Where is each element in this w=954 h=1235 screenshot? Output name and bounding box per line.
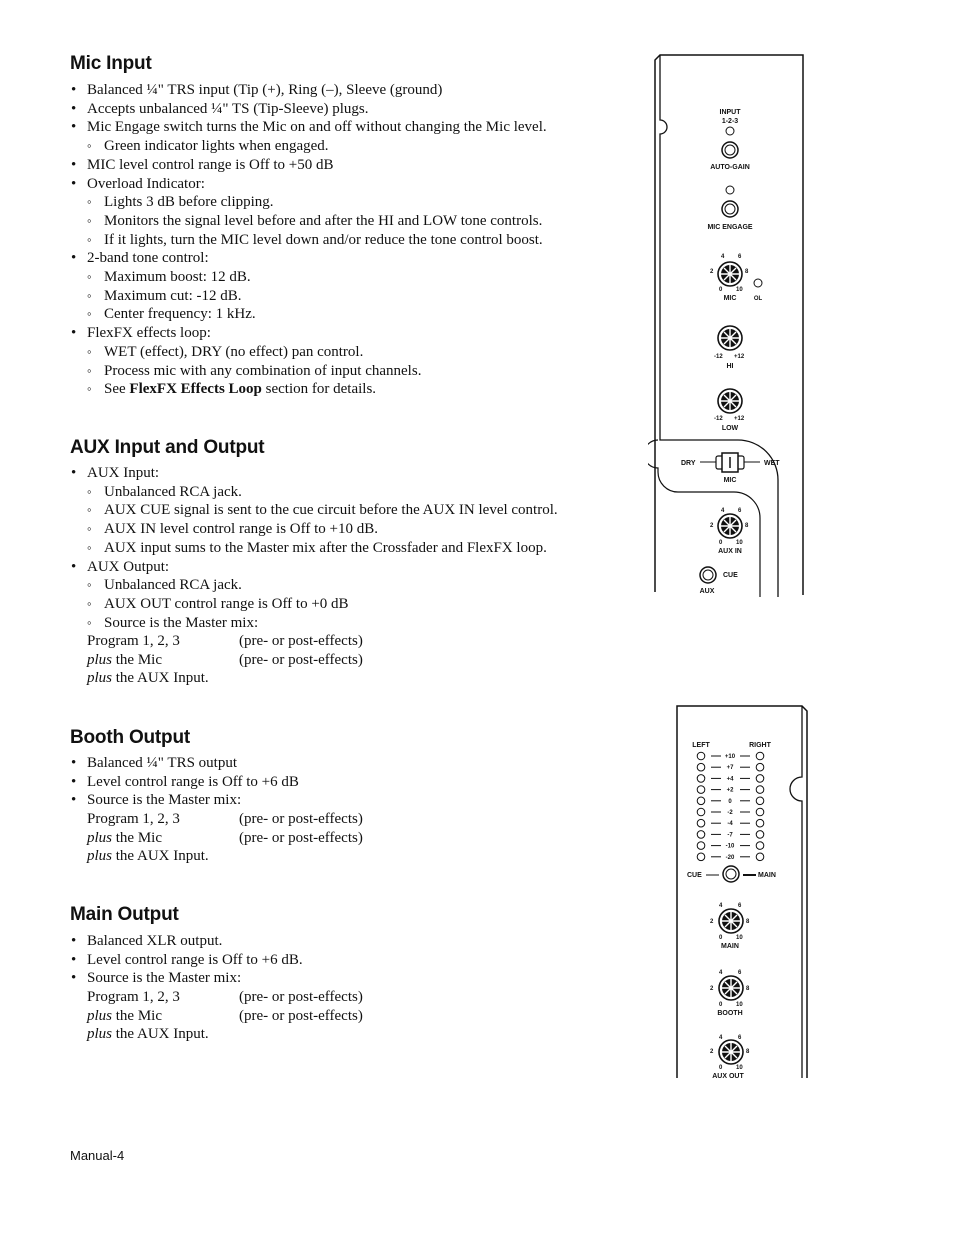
- main-heading: Main Output: [70, 904, 179, 925]
- hi-knob-label: HI: [726, 363, 734, 370]
- low-knob-label: LOW: [721, 425, 739, 432]
- button-center-icon: [725, 145, 735, 155]
- main-mix-table: Program 1, 2, 3 (pre- or post-effects) plus the Mic (pre- or post-effects) plus the AUX Input.: [87, 989, 363, 1043]
- list-item: • AUX Output: ◦ Unbalanced RCA jack. ◦ AUX OUT control range is Off to +0 dB ◦ Source is the Master mix:: [70, 558, 558, 633]
- mic-knob-label: MIC: [723, 295, 737, 302]
- knob-tick-label: 4: [719, 1035, 723, 1041]
- list-item: ◦ Source is the Master mix:: [87, 614, 558, 633]
- booth-level-knob[interactable]: [719, 976, 743, 1000]
- knob-tick-label: 4: [721, 254, 725, 260]
- page-footer: Manual-4: [70, 1148, 125, 1163]
- ol-label: OL: [753, 296, 763, 302]
- list-item: • Balanced ¼" TRS input (Tip (+), Ring (–), Sleeve (ground): [70, 81, 547, 100]
- list-item: • MIC level control range is Off to +50 dB: [70, 156, 547, 175]
- wet-label: WET: [764, 460, 780, 467]
- list-item: ◦ Monitors the signal level before and after the HI and LOW tone controls.: [87, 212, 547, 231]
- mic-level-knob[interactable]: [718, 262, 742, 286]
- knob-tick-label: 10: [736, 935, 743, 941]
- booth-list: [70, 754, 299, 810]
- right-meter-led-icon: [756, 831, 764, 839]
- list-item: ◦ AUX IN level control range is Off to +10 dB.: [87, 520, 558, 539]
- knob-tick-label: 0: [719, 935, 723, 941]
- mic-fx-label: MIC: [723, 477, 737, 484]
- list-item: • Overload Indicator: ◦ Lights 3 dB before clipping. ◦ Monitors the signal level before and after the HI and LOW tone controls. ◦ If it lights, turn the MIC level down and/or reduce the tone control boost.: [70, 175, 547, 250]
- cue-mix-label: CUE: [687, 872, 702, 879]
- booth-knob-label: BOOTH: [717, 1010, 743, 1017]
- meter-level-label: -20: [725, 854, 735, 861]
- aux-in-label: AUX IN: [718, 548, 742, 555]
- hi-eq-knob[interactable]: [718, 326, 742, 350]
- left-meter-led-icon: [697, 752, 705, 760]
- mic-input-list: [70, 81, 547, 399]
- knob-tick-label: 2: [710, 919, 714, 925]
- dry-label: DRY: [681, 460, 696, 467]
- list-item: ◦ Unbalanced RCA jack.: [87, 576, 558, 595]
- knob-tick-label: 2: [710, 269, 714, 275]
- button-center-icon: [726, 869, 736, 879]
- right-meter-led-icon: [756, 786, 764, 794]
- left-meter-led-icon: [697, 808, 705, 816]
- left-meter-label: LEFT: [692, 742, 710, 749]
- aux-heading: AUX Input and Output: [70, 437, 265, 458]
- knob-tick-label: 6: [738, 970, 742, 976]
- low-eq-knob[interactable]: [718, 389, 742, 413]
- knob-tick-label: 2: [710, 986, 714, 992]
- list-item: ◦ WET (effect), DRY (no effect) pan control.: [87, 343, 547, 362]
- knob-tick-label: 8: [746, 986, 750, 992]
- dry-wet-switch[interactable]: [716, 453, 744, 472]
- list-item: ◦ Maximum cut: -12 dB.: [87, 287, 547, 306]
- input-number-label: 1-2-3: [721, 118, 739, 125]
- knob-tick-label: 6: [738, 1035, 742, 1041]
- knob-tick-label: 6: [738, 508, 742, 514]
- aux-cue-label: CUE: [723, 572, 738, 579]
- list-item: • Level control range is Off to +6 dB.: [70, 951, 303, 970]
- output-panel-diagram: [670, 703, 815, 1083]
- booth-heading: Booth Output: [70, 727, 190, 748]
- knob-tick-label: 0: [719, 1002, 723, 1008]
- right-meter-led-icon: [756, 797, 764, 805]
- right-meter-label: RIGHT: [749, 742, 771, 749]
- list-item: • Source is the Master mix:: [70, 969, 303, 988]
- left-meter-led-icon: [697, 775, 705, 783]
- meter-level-label: -7: [727, 832, 733, 839]
- meter-level-label: +2: [726, 787, 734, 794]
- list-item: ◦ Unbalanced RCA jack.: [87, 483, 558, 502]
- flexfx-reference: FlexFX Effects Loop: [129, 381, 262, 398]
- meter-level-label: 0: [728, 798, 732, 805]
- right-meter-led-icon: [756, 763, 764, 771]
- aux-in-knob[interactable]: [718, 514, 742, 538]
- knob-tick-label: 8: [745, 269, 749, 275]
- right-meter-led-icon: [756, 853, 764, 861]
- list-item: ◦ Green indicator lights when engaged.: [87, 137, 547, 156]
- main-list: [70, 932, 303, 988]
- list-item: ◦ AUX input sums to the Master mix after the Crossfader and FlexFX loop.: [87, 539, 558, 558]
- knob-tick-label: 0: [719, 287, 723, 293]
- auto-gain-label: AUTO-GAIN: [710, 164, 750, 171]
- knob-tick-label: 0: [719, 1065, 723, 1071]
- aux-label: AUX: [699, 588, 715, 595]
- right-meter-led-icon: [756, 775, 764, 783]
- list-item: • AUX Input: ◦ Unbalanced RCA jack. ◦ AUX CUE signal is sent to the cue circuit before the AUX IN level control. ◦ AUX IN level control range is Off to +10 dB. ◦ AUX input sums to the Master mix after the Crossfader and FlexFX loop.: [70, 464, 558, 558]
- list-item: • Mic Engage switch turns the Mic on and off without changing the Mic level. ◦ Green indicator lights when engaged.: [70, 118, 547, 155]
- input-led-icon: [726, 127, 734, 135]
- list-item: ◦ AUX OUT control range is Off to +0 dB: [87, 595, 558, 614]
- meter-level-label: -4: [727, 821, 733, 828]
- left-meter-led-icon: [697, 831, 705, 839]
- left-meter-led-icon: [697, 797, 705, 805]
- left-meter-led-icon: [697, 786, 705, 794]
- right-meter-led-icon: [756, 842, 764, 850]
- main-level-knob[interactable]: [719, 909, 743, 933]
- list-item: ◦ Center frequency: 1 kHz.: [87, 305, 547, 324]
- meter-level-label: +10: [724, 754, 736, 760]
- list-item: ◦ Lights 3 dB before clipping.: [87, 193, 547, 212]
- knob-tick-label: 10: [736, 287, 743, 293]
- list-item: ◦ Process mic with any combination of input channels.: [87, 362, 547, 381]
- list-item: • FlexFX effects loop: ◦ WET (effect), DRY (no effect) pan control. ◦ Process mic with any combination of input channels. ◦ See FlexFX Effects Loop section for details.: [70, 324, 547, 399]
- knob-tick-label: 2: [710, 523, 714, 529]
- overload-led-icon: [754, 279, 762, 287]
- list-item: • Level control range is Off to +6 dB: [70, 773, 299, 792]
- knob-tick-label: 0: [719, 540, 723, 546]
- meter-level-label: -10: [725, 843, 735, 850]
- knob-tick-label: 6: [738, 903, 742, 909]
- meter-level-label: -2: [727, 810, 733, 816]
- list-item: ◦ If it lights, turn the MIC level down and/or reduce the tone control boost.: [87, 231, 547, 250]
- right-meter-led-icon: [756, 752, 764, 760]
- level-meter: [697, 752, 764, 861]
- knob-tick-label: 10: [736, 1002, 743, 1008]
- knob-tick-label: 10: [736, 1065, 743, 1071]
- knob-tick-label: +12: [734, 416, 745, 422]
- aux-list: [70, 464, 558, 632]
- list-item: ◦ Maximum boost: 12 dB.: [87, 268, 547, 287]
- aux-out-knob[interactable]: [719, 1040, 743, 1064]
- knob-tick-label: -12: [714, 416, 723, 422]
- mic-input-heading: Mic Input: [70, 53, 152, 74]
- main-mix-label: MAIN: [758, 872, 776, 879]
- knob-tick-label: +12: [734, 354, 745, 360]
- aux-mix-table: Program 1, 2, 3 (pre- or post-effects) plus the Mic (pre- or post-effects) plus the AUX Input.: [87, 633, 363, 687]
- knob-tick-label: -12: [714, 354, 723, 360]
- knob-tick-label: 4: [721, 508, 725, 514]
- right-meter-led-icon: [756, 819, 764, 827]
- list-item: ◦ AUX CUE signal is sent to the cue circuit before the AUX IN level control.: [87, 501, 558, 520]
- knob-tick-label: 4: [719, 903, 723, 909]
- button-center-icon: [725, 204, 735, 214]
- left-meter-led-icon: [697, 842, 705, 850]
- list-item: • Source is the Master mix:: [70, 791, 299, 810]
- main-knob-label: MAIN: [721, 943, 739, 950]
- input-label: INPUT: [719, 109, 741, 116]
- aux-out-knob-label: AUX OUT: [712, 1073, 744, 1080]
- button-center-icon: [703, 570, 713, 580]
- list-item: • Balanced ¼" TRS output: [70, 754, 299, 773]
- knob-tick-label: 10: [736, 540, 743, 546]
- knob-tick-label: 4: [719, 970, 723, 976]
- left-meter-led-icon: [697, 763, 705, 771]
- knob-tick-label: 6: [738, 254, 742, 260]
- left-meter-led-icon: [697, 819, 705, 827]
- mic-engage-led-icon: [726, 186, 734, 194]
- list-item: • Accepts unbalanced ¼" TS (Tip-Sleeve) plugs.: [70, 100, 547, 119]
- meter-level-label: +7: [726, 765, 734, 772]
- booth-mix-table: Program 1, 2, 3 (pre- or post-effects) plus the Mic (pre- or post-effects) plus the AUX Input.: [87, 811, 363, 865]
- knob-tick-label: 8: [745, 523, 749, 529]
- list-item: ◦ See FlexFX Effects Loop section for details.: [87, 380, 547, 399]
- list-item: • Balanced XLR output.: [70, 932, 303, 951]
- knob-tick-label: 2: [710, 1049, 714, 1055]
- left-meter-led-icon: [697, 853, 705, 861]
- right-meter-led-icon: [756, 808, 764, 816]
- mic-engage-label: MIC ENGAGE: [707, 224, 753, 231]
- knob-tick-label: 8: [746, 919, 750, 925]
- knob-tick-label: 8: [746, 1049, 750, 1055]
- list-item: • 2-band tone control: ◦ Maximum boost: 12 dB. ◦ Maximum cut: -12 dB. ◦ Center frequency: 1 kHz.: [70, 249, 547, 324]
- meter-level-label: +4: [726, 776, 734, 783]
- mic-panel-diagram: [648, 52, 813, 597]
